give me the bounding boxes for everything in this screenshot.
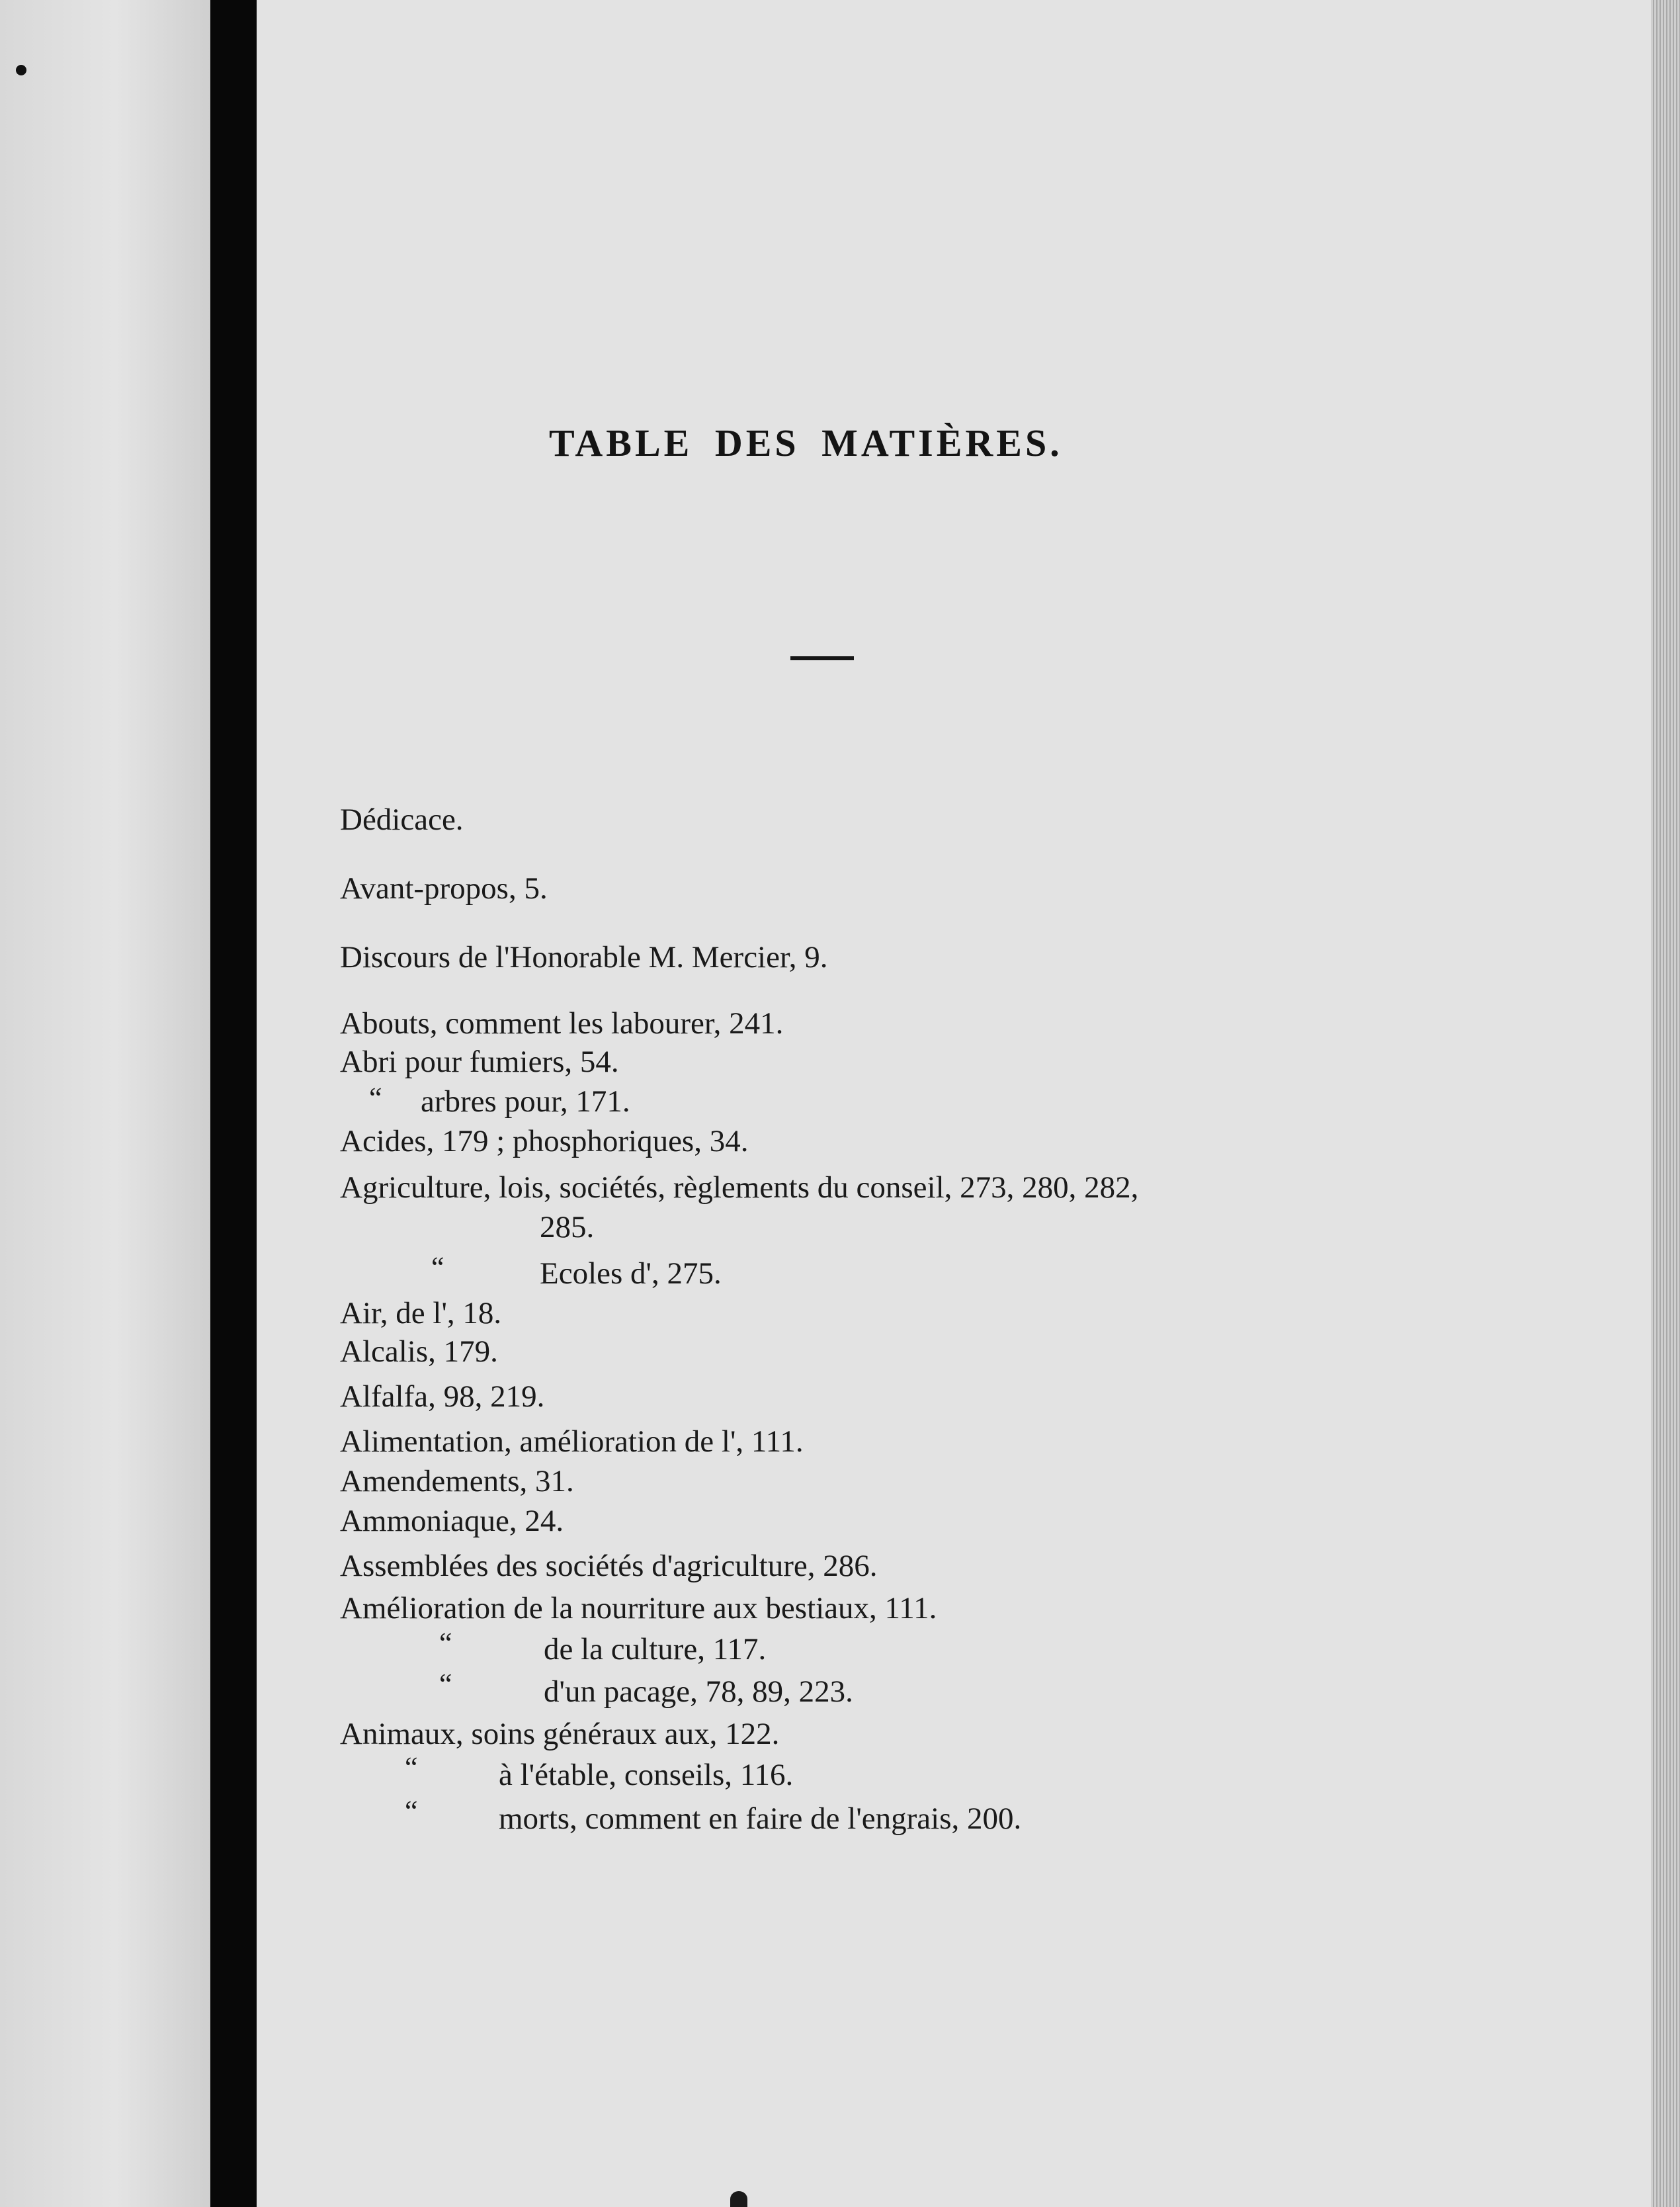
toc-entry: Air, de l', 18. <box>340 1296 502 1330</box>
ditto-mark: “ <box>439 1668 452 1700</box>
toc-entry: de la culture, 117. <box>544 1632 767 1666</box>
page-edges <box>1651 0 1680 2207</box>
page-speck <box>730 2191 747 2207</box>
title-rule <box>790 656 854 660</box>
toc-entry: à l'étable, conseils, 116. <box>499 1758 794 1792</box>
toc-entry: Abouts, comment les labourer, 241. <box>340 1006 784 1041</box>
toc-entry: arbres pour, 171. <box>421 1084 630 1119</box>
toc-entry: Animaux, soins généraux aux, 122. <box>340 1717 780 1751</box>
toc-entry: Assemblées des sociétés d'agriculture, 286. <box>340 1549 878 1583</box>
ditto-mark: “ <box>405 1751 418 1784</box>
toc-entry: Avant-propos, 5. <box>340 871 548 906</box>
toc-entry: Abri pour fumiers, 54. <box>340 1045 619 1079</box>
page-title: TABLE DES MATIÈRES. <box>549 421 1063 464</box>
ditto-mark: “ <box>369 1082 382 1114</box>
toc-entry: Alfalfa, 98, 219. <box>340 1379 545 1414</box>
ditto-mark: “ <box>405 1795 418 1827</box>
toc-entry: Dédicace. <box>340 802 464 837</box>
toc-entry: morts, comment en faire de l'engrais, 200. <box>499 1801 1022 1836</box>
ditto-mark: “ <box>431 1251 444 1283</box>
toc-entry: Discours de l'Honorable M. Mercier, 9. <box>340 940 828 974</box>
toc-entry: Amélioration de la nourriture aux bestiaux, 111. <box>340 1591 937 1625</box>
toc-entry: Alimentation, amélioration de l', 111. <box>340 1424 804 1459</box>
toc-entry: Acides, 179 ; phosphoriques, 34. <box>340 1124 749 1158</box>
toc-entry: Ammoniaque, 24. <box>340 1504 564 1538</box>
toc-entry-continuation: 285. <box>540 1210 595 1244</box>
ditto-mark: “ <box>439 1627 452 1659</box>
toc-entry: Alcalis, 179. <box>340 1334 498 1369</box>
facing-page <box>0 0 210 2207</box>
toc-entry: Ecoles d', 275. <box>540 1256 722 1291</box>
toc-entry: Amendements, 31. <box>340 1464 574 1498</box>
toc-entry: d'un pacage, 78, 89, 223. <box>544 1674 853 1709</box>
ink-speck <box>16 65 26 75</box>
toc-entry: Agriculture, lois, sociétés, règlements du conseil, 273, 280, 282, <box>340 1170 1139 1205</box>
book-gutter <box>210 0 257 2207</box>
